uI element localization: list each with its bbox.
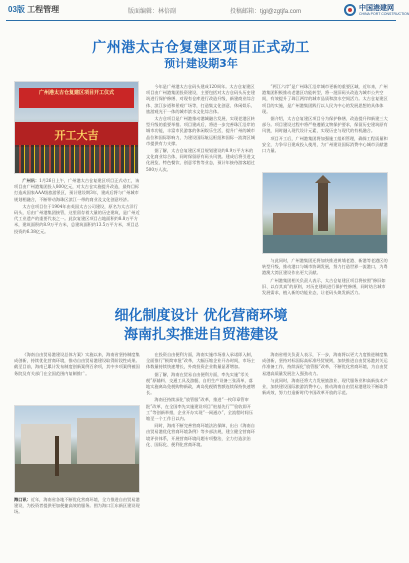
article1-column-3-continued [262,258,388,297]
article2-paragraph: 同时，海南不断完善营商环境法治保障，出台《海南自由贸易港优化营商环境条例》等多部法规，建立健全营商环境评价体系，开展营商环境问题专项整治，全力打造法治化、国际化、便利化营商环境。 [146,423,255,447]
section-name: 工程管理 [27,5,60,14]
article2-paragraph: 在投资自由便利方面，海南实施市场准入承诺即入制，全面推行“极简审批”改革，大幅压缩企业开办时间，市场主体数量持续快速增长，外商投资企业数量显著增加。 [146,352,255,370]
page-number [8,4,59,15]
logo-name: 中国港建网 [359,5,394,12]
article1-paragraph: 与此同时，广州港集团还将加快推进黄埔老港、新港等老港区的转型升级，推动港口与城市协调发展，努力打造世界一流港口，为粤港澳大湾区建设作出更大贡献。 [262,258,388,276]
stage-text: 开工大吉 [54,129,99,142]
article2-column-2 [146,352,256,449]
article1-subtitle: 预计建设期3年 [164,57,238,70]
ceremony-banner: 广州港太古仓复建区项目开工仪式 [19,88,134,108]
editor-credit: 版面编辑：林倍副 [128,9,177,15]
taikoo-warehouse-photo [262,172,388,254]
photo-caption: 海口讯：近年，海南省各地不断优化营商环境，全力推进自由贸易港建设，为投资者提供更加便捷高效的服务。图为海口江东新区建设现场。 [14,497,140,515]
article1-paragraph: 太古仓项目是广州港推动港城融合发展、实现老港区转型升级的重要举措。项目建成后，将进一步完善珠江沿岸的城市功能，丰富市民游客的休闲娱乐生活，提升广州的城市品位和国际影响力，为建设国际航运枢纽和国际一流湾区城市提供有力支撑。 [146,116,255,146]
article2-subtitle: 海南扎实推进自贸港建设 [124,327,278,343]
article1-paragraph: 广州港集团相关负责人表示，太古仓复建区项目将按照“修旧如旧、以存其真”的原则，对历史建筑进行保护性修缮，同时结合城市发展需求，植入新的功能业态，让老码头焕发新活力。 [262,277,386,296]
jiangdong-district-photo [14,405,140,493]
article2-paragraph: 与此同时，海南还将大力发展旅游业、现代服务业和高新技术产业，加快建设国际旅游消费中心，推动海南自由贸易港建设不断取得新成效，努力打造新时代中国改革开放的示范。 [262,377,388,396]
submission-email: 投稿邮箱：tjgl@zgtjfa.com [230,9,302,15]
article1-column-3 [262,84,388,155]
article1-paragraph: “两江六岸”是广州珠江沿岸城市更新的重要区域，近年来，广州港集团积极推动老港区功能转型，将一批旧码头改造为城市公共空间，有效提升了珠江两岸的城市品质和滨水空间活力。太古仓复建区项目的实施，是广州港集团践行以人民为中心的发展思想的具体体现。 [262,84,388,114]
page-num-text: 03版 [8,5,25,14]
logo-subtitle: CHINA PORT CONSTRUCTION [359,12,409,16]
article1-column-2 [146,84,256,174]
logo-mark-icon [344,4,356,16]
header-divider [6,20,396,21]
groundbreaking-photo [14,81,139,174]
article2-paragraph: 《海南自由贸易港建设总体方案》实施以来，海南省坚持制度集成创新，持续优化营商环境，推动自由贸易港建设取得阶段性成果。截至目前，海南已累计发布制度创新案例百余项，其中多项案例被国务院及有关部门在全国范围内复制推广。 [14,352,140,376]
article1-paragraph: 太古仓项目位于1904年由英国太古公司建设，原名为太古洋行码头，后由广州港集团接管，这里留存着大量的历史建筑，是广州近代工业遗产的重要代表之一。此次复建区项目占地面积约8.8万平方米，建筑面积约8.9万平方米，总建筑面积约13.5万平方米，项目总投资约6.38亿元。 [14,203,140,234]
article2-paragraph: 海南省相关负责人表示，下一步，海南将以更大力度推进制度集成创新，坚持对标国际高标准经贸规则，加快推进自由贸易港封关运作准备工作，持续深化“放管服”改革，不断优化营商环境，为自由贸易港高质量发展注入强劲动力。 [262,352,388,376]
article1-column-1 [14,178,140,236]
article1-title: 广州港太古仓复建区项目正式动工 [92,40,310,56]
publication-logo [344,2,409,20]
page-header [0,0,409,22]
article2-column-3 [262,352,388,397]
article1-paragraph: 项目开工后，广州港集团将加强施工组织管理，确保工程质量和安全，力争早日建成投入使用，为广州建设国际消费中心城市贡献港口力量。 [262,135,388,154]
article1-paragraph: 据介绍，太古仓复建区项目分为保护修缮、改造提升和新建三大部分。项目建设过程中将严格遵循文物保护要求，保留历史建筑原有风貌，同时融入现代设计元素，实现历史与现代的有机融合。 [262,116,388,134]
article1-paragraph: 据了解，太古仓复建区项目规划建设约8.9万平方米的文化商业综合体，同时保留原有码头风貌。建成后将引进文化展览、特色餐饮、创意零售等业态，预计年接待游客超过500万人次。 [146,148,255,172]
article2-title: 细化制度设计 优化营商环境 [114,308,288,324]
article2-paragraph: 海南还持续深化“放管服”改革，推进“一枚印章管审批”改革，在全国率先实施建设项目“桩基先行”“验收即开工”等创新举措，企业开办实现“一网通办”，全流程时间压缩至一个工作日以内。 [146,397,253,422]
article2-paragraph: 据了解，海南在贸易自由便利方面，率先实施“零关税”原辅料、交通工具及游艇、自用生产设备三张清单，落地实施离岛免税购物新政，离岛免税销售额连续保持快速增长。 [146,371,255,396]
article2-column-1 [14,352,140,378]
article1-lead-paragraph: 广州讯：1月26日上午，广州港太古仓复建区项目正式动工，该项目由广州港集团投入800亿元，对太古仓实施提升改造，最终目标打造成国家AAA级旅游景区，预计建设期3年，建成后将与广州城市规划相融合，不断带动海珠区滨江一带的商业及文化创意经济。 [14,178,140,202]
article1-paragraph: 今年是广州港太古仓码头建成120周年。太古仓复建区项目由广州港集团投资建设，主要包括对太古仓码头历史建筑进行保护修缮、对现有仓库进行改造升级，新建商业综合体、滨江步道和景观广场等，打造集文化创意、休闲娱乐、旅游观光于一体的城市滨水文化综合体。 [146,84,255,114]
